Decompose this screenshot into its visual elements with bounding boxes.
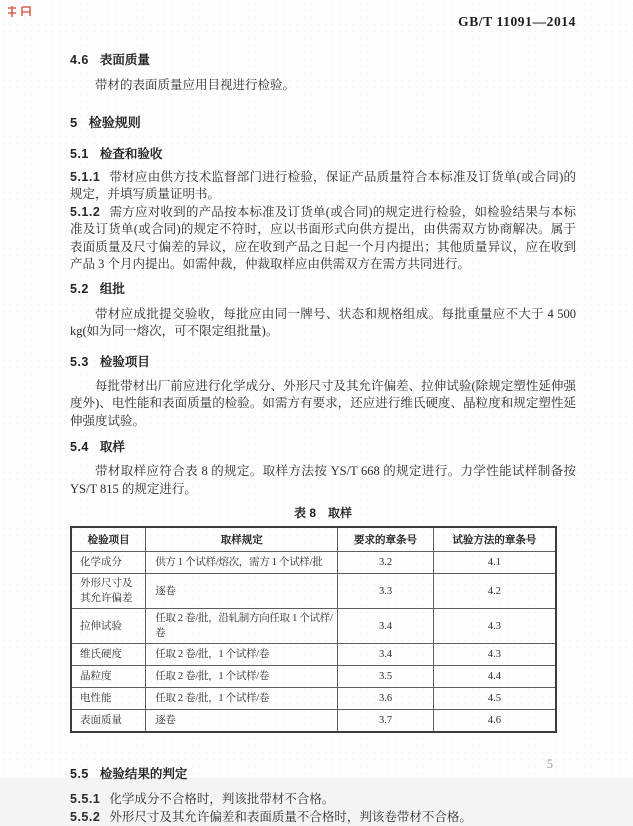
paragraph-5-3: 每批带材出厂前应进行化学成分、外形尺寸及其允许偏差、拉伸试验(除规定塑性延伸强度外)、电性能和表面质量的检验。如需方有要求，还应进行维氏硬度、晶粒度和规定塑性延伸强度试验。 (70, 378, 576, 431)
section-title: 检查和验收 (100, 147, 163, 161)
clause-text: 需方应对收到的产品按本标准及订货单(或合同)的规定进行检验，如检验结果与本标准及订货单(或合同)的规定不符时，应以书面形式向供方提出，由供需双方协商解决。属于表面质量及尺寸偏差的异议，应在收到产品之日起一个月内提出；其他质量异议，应在收到产品 3 个月内提出。如需仲裁，仲裁取样应由供需双方在需方共同进行。 (70, 205, 576, 272)
section-number: 5.3 (70, 353, 89, 371)
table-cell-method: 4.3 (433, 644, 556, 666)
page-number: 5 (547, 757, 553, 771)
table-cell-method: 4.2 (433, 574, 556, 609)
table-row (71, 644, 556, 666)
paragraph-5-2: 带材应成批提交验收，每批应由同一牌号、状态和规格组成。每批重量应不大于 4 500 kg(如为同一熔次，可不限定组批量)。 (70, 306, 576, 341)
table-cell-req: 3.6 (338, 688, 434, 710)
section-heading-5-1 (70, 145, 576, 163)
section-title: 检验结果的判定 (100, 767, 188, 781)
table-header-rule: 取样规定 (146, 527, 338, 552)
table-header-req: 要求的章条号 (338, 527, 434, 552)
table-cell-item: 电性能 (71, 688, 146, 710)
clause-5-5-2 (70, 809, 576, 826)
section-title: 组批 (100, 282, 125, 296)
table-cell-rule: 任取 2 卷/批，1 个试样/卷 (146, 644, 338, 666)
section-heading-5-2 (70, 280, 576, 298)
table-cell-method: 4.5 (433, 688, 556, 710)
clause-text: 带材应由供方技术监督部门进行检验，保证产品质量符合本标准及订货单(或合同)的规定，并填写质量证明书。 (70, 170, 576, 202)
section-heading-5-4 (70, 438, 576, 456)
section-number: 4.6 (70, 51, 89, 69)
table-cell-req: 3.2 (338, 552, 434, 574)
table-header-method: 试验方法的章条号 (433, 527, 556, 552)
table-cell-rule: 任取 2 卷/批，沿轧制方向任取 1 个试样/卷 (146, 609, 338, 644)
section-heading-5-3 (70, 353, 576, 371)
table-cell-method: 4.3 (433, 609, 556, 644)
table-caption: 表 8 取样 (70, 505, 576, 522)
red-stamp-mark (5, 4, 39, 26)
section-number: 5.5 (70, 765, 89, 783)
clause-text: 化学成分不合格时，判该批带材不合格。 (109, 792, 334, 806)
table-cell-rule: 逐卷 (146, 574, 338, 609)
table-header-item: 检验项目 (71, 527, 146, 552)
sampling-table (70, 526, 557, 733)
clause-number: 5.5.2 (70, 810, 100, 824)
table-row (71, 688, 556, 710)
table-row (71, 710, 556, 733)
section-title: 取样 (100, 440, 125, 454)
clause-5-1-1 (70, 169, 576, 204)
table-cell-item: 外形尺寸及其允许偏差 (71, 574, 146, 609)
table-row (71, 609, 556, 644)
section-heading-5 (70, 114, 576, 132)
section-title: 检验规则 (89, 115, 141, 130)
section-heading-5-5 (70, 765, 576, 783)
clause-number: 5.1.1 (70, 170, 100, 184)
standard-code-header: GB/T 11091—2014 (70, 14, 576, 30)
table-cell-item: 化学成分 (71, 552, 146, 574)
clause-number: 5.5.1 (70, 792, 100, 806)
section-title: 表面质量 (100, 53, 150, 67)
section-heading-4-6 (70, 51, 576, 69)
table-cell-req: 3.4 (338, 644, 434, 666)
table-cell-req: 3.5 (338, 666, 434, 688)
table-cell-req: 3.7 (338, 710, 434, 733)
table-cell-method: 4.4 (433, 666, 556, 688)
section-number: 5.1 (70, 145, 89, 163)
table-cell-method: 4.1 (433, 552, 556, 574)
table-cell-rule: 逐卷 (146, 710, 338, 733)
clause-number: 5.1.2 (70, 205, 100, 219)
section-number: 5.4 (70, 438, 89, 456)
table8-body (71, 552, 556, 733)
table-row (71, 666, 556, 688)
section-number: 5 (70, 114, 78, 132)
paragraph-4-6: 带材的表面质量应用目视进行检验。 (70, 77, 576, 95)
paragraph-5-4: 带材取样应符合表 8 的规定。取样方法按 YS/T 668 的规定进行。力学性能试样制备按 YS/T 815 的规定进行。 (70, 463, 576, 498)
clause-text: 外形尺寸及其允许偏差和表面质量不合格时，判该卷带材不合格。 (109, 810, 472, 824)
table-cell-item: 晶粒度 (71, 666, 146, 688)
table-cell-item: 拉伸试验 (71, 609, 146, 644)
table-row (71, 552, 556, 574)
table-cell-method: 4.6 (433, 710, 556, 733)
section-title: 检验项目 (100, 355, 150, 369)
clause-5-5-1 (70, 791, 576, 809)
clause-5-1-2 (70, 204, 576, 274)
table-cell-rule: 任取 2 卷/批，1 个试样/卷 (146, 688, 338, 710)
table-row (71, 574, 556, 609)
table-cell-item: 表面质量 (71, 710, 146, 733)
section-number: 5.2 (70, 280, 89, 298)
table-cell-item: 维氏硬度 (71, 644, 146, 666)
table-header-row (71, 527, 556, 552)
table-cell-rule: 任取 2 卷/批，1 个试样/卷 (146, 666, 338, 688)
table-cell-req: 3.3 (338, 574, 434, 609)
table-cell-rule: 供方 1 个试样/熔次，需方 1 个试样/批 (146, 552, 338, 574)
table-cell-req: 3.4 (338, 609, 434, 644)
